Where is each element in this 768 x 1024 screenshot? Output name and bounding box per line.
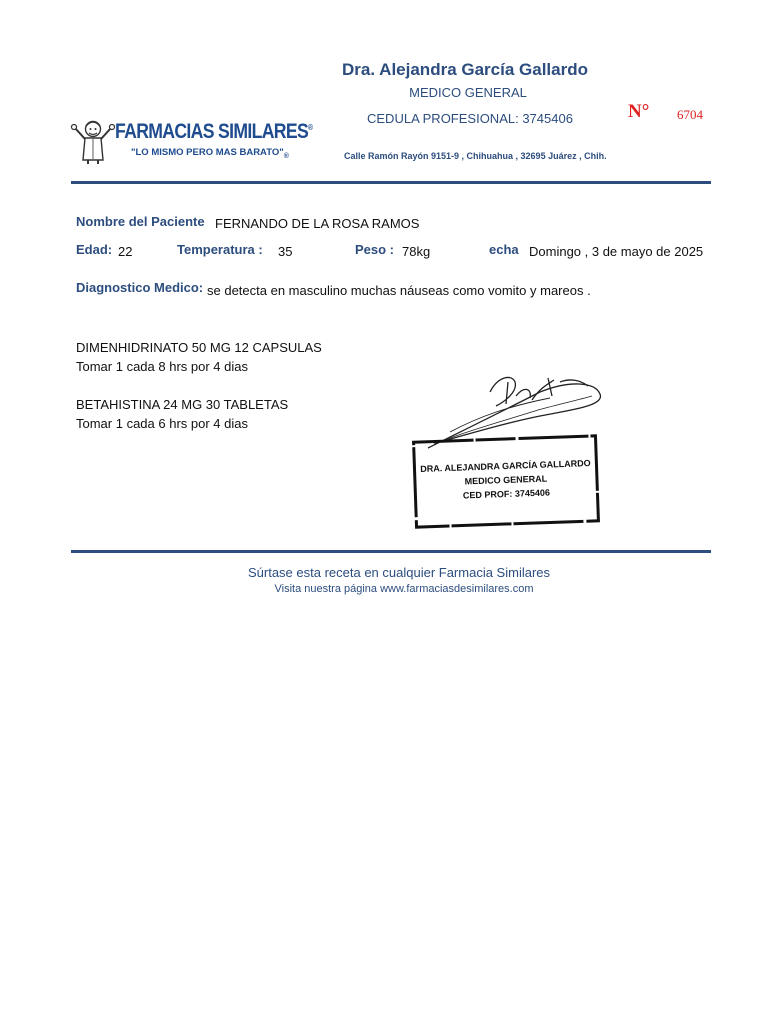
doctor-stamp — [412, 434, 601, 529]
date-value: Domingo , 3 de mayo de 2025 — [529, 244, 704, 259]
header-divider — [71, 181, 711, 184]
weight-value: 78kg — [402, 244, 431, 259]
weight-label: Peso : — [355, 242, 395, 257]
drug-name: BETAHISTINA 24 MG 30 TABLETAS — [76, 397, 289, 412]
dr-simi-mascot-icon — [70, 116, 116, 166]
drug-name: DIMENHIDRINATO 50 MG 12 CAPSULAS — [76, 340, 322, 355]
doctor-specialty: MEDICO GENERAL — [409, 85, 527, 100]
footer-notice: Súrtase esta receta en cualquier Farmacia Similares — [247, 565, 551, 580]
doctor-name: Dra. Alejandra García Gallardo — [342, 60, 588, 79]
clinic-address: Calle Ramón Rayón 9151-9 , Chihuahua , 32695 Juárez , Chih. — [344, 151, 607, 161]
patient-name: FERNANDO DE LA ROSA RAMOS — [215, 216, 420, 231]
cedula-profesional: CEDULA PROFESIONAL: 3745406 — [367, 111, 573, 126]
prescription-number: 6704 — [677, 107, 703, 122]
stamp-name: DRA. ALEJANDRA GARCÍA GALLARDO — [420, 458, 591, 474]
diagnosis-label: Diagnostico Medico: — [76, 280, 204, 295]
temperature-label: Temperatura : — [177, 242, 263, 257]
stamp-cedula: CED PROF: 3745406 — [462, 487, 551, 501]
footer-divider — [71, 550, 711, 553]
prescription-item — [76, 338, 322, 376]
age-value: 22 — [118, 244, 133, 259]
footer-website: Visita nuestra página www.farmaciasdesimilares.com — [274, 583, 534, 595]
stamp-specialty: MEDICO GENERAL — [464, 473, 548, 487]
prescription-item — [76, 395, 288, 433]
diagnosis-text: se detecta en masculino muchas náuseas como vomito y mareos . — [207, 283, 591, 298]
drug-instructions: Tomar 1 cada 6 hrs por 4 dias — [76, 416, 248, 431]
temperature-value: 35 — [278, 244, 293, 259]
drug-instructions: Tomar 1 cada 8 hrs por 4 dias — [76, 359, 248, 374]
pharmacy-brand-name: FARMACIAS SIMILARES® — [115, 120, 313, 143]
pharmacy-slogan: "LO MISMO PERO MAS $BARATO"_®$ — [131, 147, 289, 160]
prescription-number-label: N° — [628, 101, 650, 122]
date-label: echa — [489, 242, 519, 257]
patient-name-label: Nombre del Paciente — [76, 214, 205, 229]
age-label: Edad: — [76, 242, 113, 257]
